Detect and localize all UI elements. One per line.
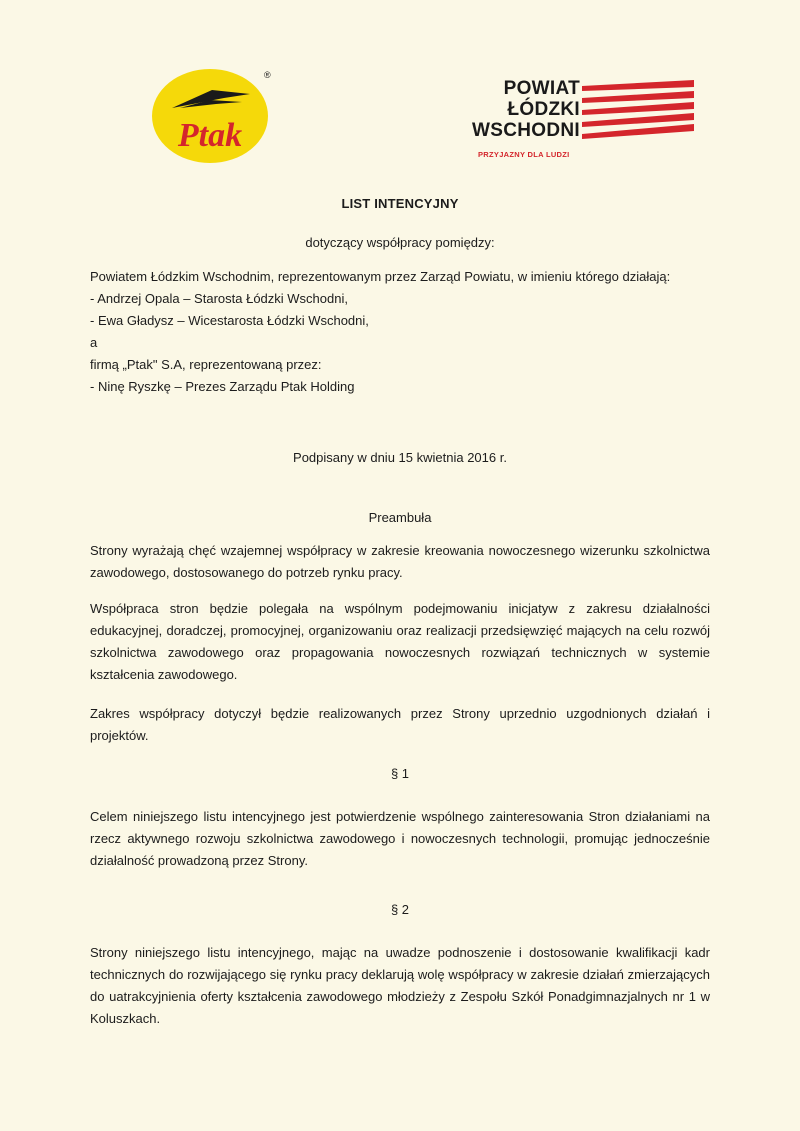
document-title: LIST INTENCYJNY	[341, 196, 459, 211]
ptak-logo	[150, 62, 278, 166]
preamble-paragraph-3: Zakres współpracy dotyczył będzie realizowanych przez Strony uprzednio uzgodnionych działań i projektów.	[90, 706, 710, 743]
section-2-heading: § 2	[390, 902, 410, 917]
section-1-paragraph: Celem niniejszego listu intencyjnego jest potwierdzenie wspólnego zainteresowania Stron działaniami na rzecz aktywnego rozwoju szkolnictwa zawodowego i nowoczesnych technologii, promując jednocześnie działalność prowadzoną przez Strony.	[90, 809, 710, 868]
registered-mark: ®	[264, 70, 271, 80]
ptak-logo-text: Ptak	[177, 117, 243, 154]
conjunction: a	[90, 335, 98, 350]
representative-2: - Ewa Gładysz – Wicestarosta Łódzki Wschodni,	[90, 313, 369, 328]
section-1-heading: § 1	[390, 766, 410, 781]
representative-3: - Ninę Ryszkę – Prezes Zarządu Ptak Holding	[90, 379, 355, 394]
parties-block	[90, 266, 710, 398]
powiat-logo-text: POWIAT ŁÓDZKI WSCHODNI	[472, 78, 580, 141]
powiat-logo	[470, 78, 700, 168]
section-2-paragraph: Strony niniejszego listu intencyjnego, mając na uwadze podnoszenie i dostosowanie kwalifikacji kadr technicznych do rozwijającego się rynku pracy deklarują wolę współpracy w zakresie działań zmierzających do uatrakcyjnienia oferty kształcenia zawodowego młodzieży z Zespołu Szkół Ponadgimnazjalnych nr 1 w Koluszkach.	[90, 945, 710, 1026]
document-subtitle: dotyczący współpracy pomiędzy:	[305, 235, 495, 250]
representative-1: - Andrzej Opala – Starosta Łódzki Wschodni,	[90, 291, 348, 306]
powiat-stripes-icon	[582, 80, 694, 146]
firm-text: firmą „Ptak" S.A, reprezentowaną przez:	[90, 357, 322, 372]
signed-date: Podpisany w dniu 15 kwietnia 2016 r.	[293, 450, 507, 465]
preamble-paragraph-1: Strony wyrażają chęć wzajemnej współpracy w zakresie kreowania nowoczesnego wizerunku szkolnictwa zawodowego, dostosowanego do potrzeb rynku pracy.	[90, 543, 710, 580]
powiat-tagline: PRZYJAZNY DLA LUDZI	[478, 150, 570, 159]
intro-text: Powiatem Łódzkim Wschodnim, reprezentowanym przez Zarząd Powiatu, w imieniu którego działają:	[90, 269, 671, 284]
preamble-heading: Preambuła	[368, 510, 432, 525]
preamble-paragraph-2: Współpraca stron będzie polegała na wspólnym podejmowaniu inicjatyw z zakresu działalności edukacyjnej, doradczej, promocyjnej, organizowaniu oraz realizacji przedsięwzięć mających na celu rozwój szkolnictwa zawodowego oraz propagowania nowoczesnych rozwiązań technicznych w systemie kształcenia zawodowego.	[90, 601, 710, 682]
